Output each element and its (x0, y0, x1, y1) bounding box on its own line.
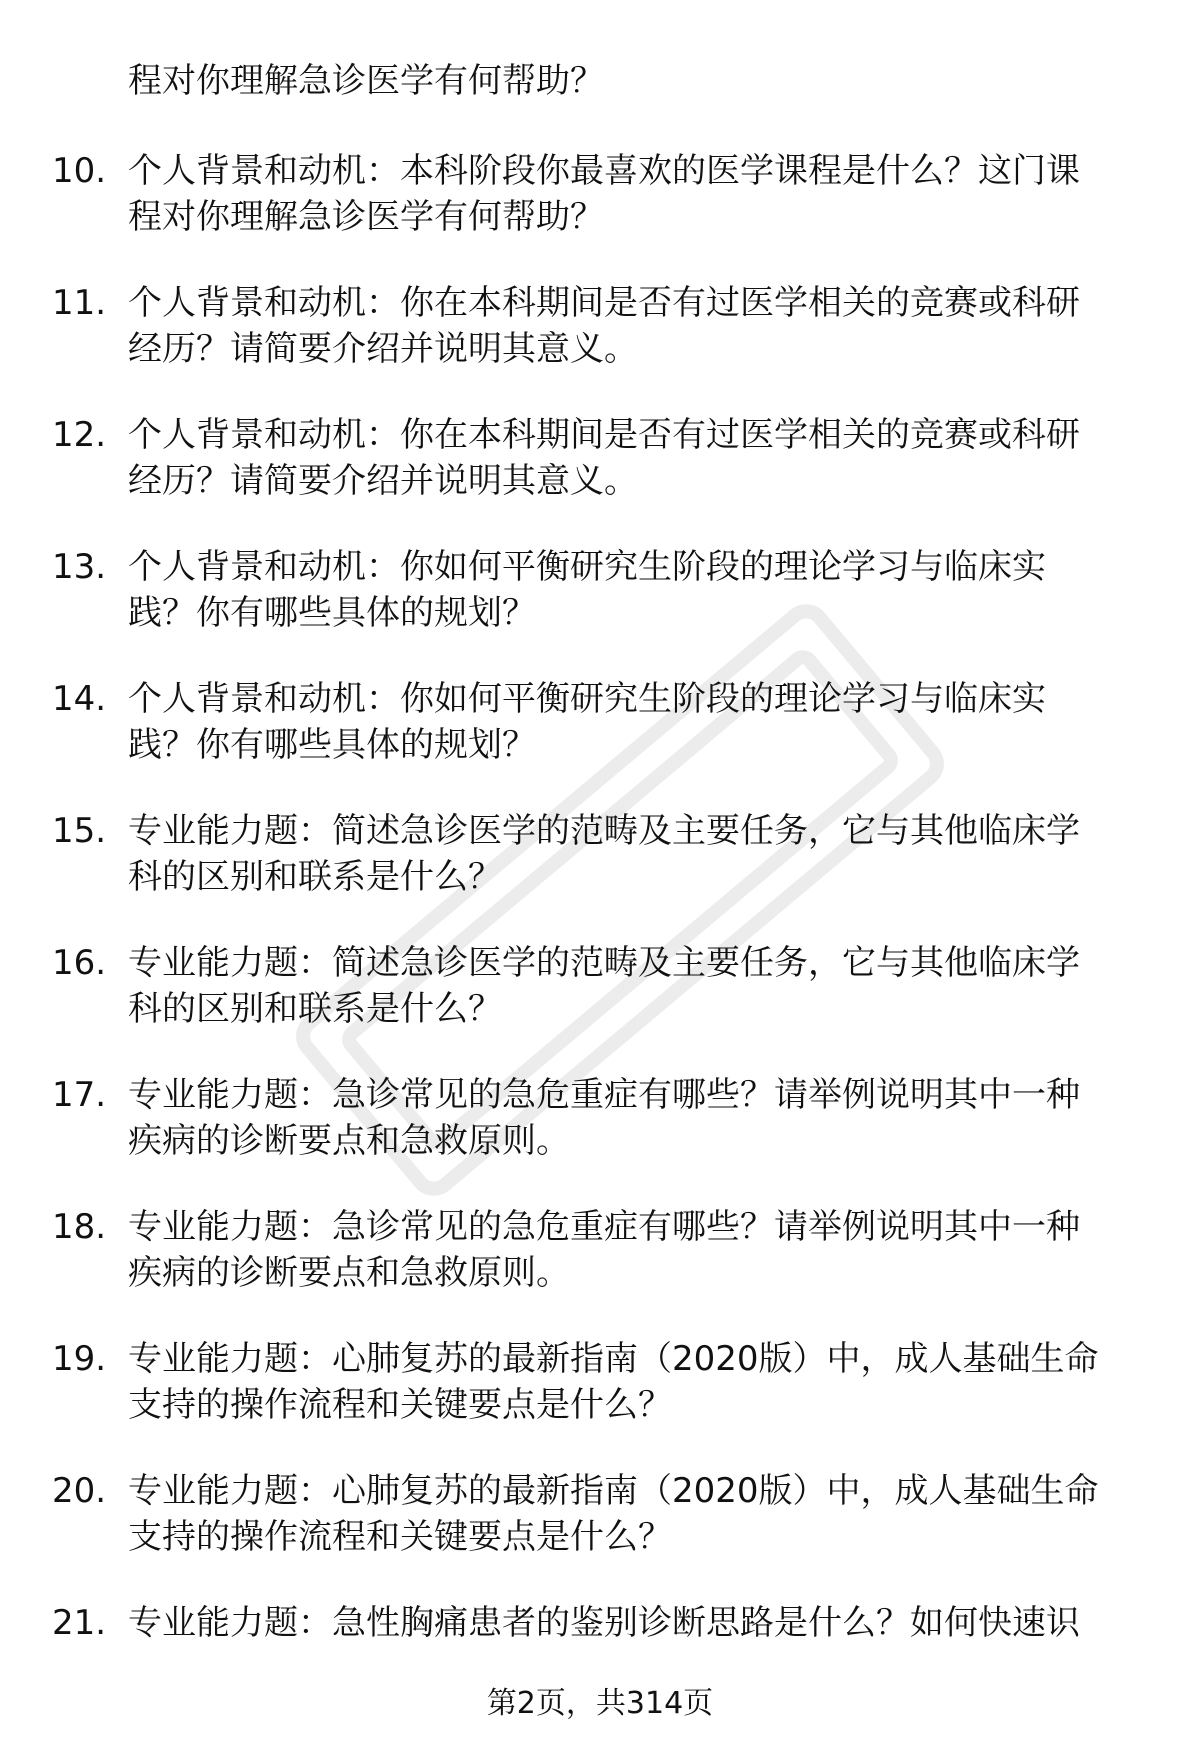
question-list (0, 148, 1200, 1732)
question-text-line-1: 专业能力题：急诊常见的急危重症有哪些？请举例说明其中一种 (128, 1075, 1080, 1115)
question-text-line-1: 专业能力题：心肺复苏的最新指南（2020版）中，成人基础生命 (128, 1471, 1099, 1511)
list-item (0, 1204, 1200, 1336)
question-number: 18. (52, 1207, 107, 1247)
list-item (0, 148, 1200, 280)
question-number: 10. (52, 151, 107, 191)
list-item (0, 544, 1200, 676)
question-text-line-2: 科的区别和联系是什么？ (128, 857, 502, 897)
question-text-line-2: 疾病的诊断要点和急救原则。 (128, 1253, 570, 1293)
question-number: 12. (52, 415, 107, 455)
question-text-line-1: 专业能力题：急诊常见的急危重症有哪些？请举例说明其中一种 (128, 1207, 1080, 1247)
list-item (0, 940, 1200, 1072)
question-text-line-1: 个人背景和动机：你在本科期间是否有过医学相关的竞赛或科研 (128, 415, 1080, 455)
question-text-line-2: 践？你有哪些具体的规划？ (128, 593, 536, 633)
question-text-line-1: 个人背景和动机：本科阶段你最喜欢的医学课程是什么？这门课 (128, 151, 1080, 191)
question-number: 17. (52, 1075, 107, 1115)
list-item (0, 1468, 1200, 1600)
question-text-line-1: 专业能力题：心肺复苏的最新指南（2020版）中，成人基础生命 (128, 1339, 1099, 1379)
question-text-line-1: 个人背景和动机：你如何平衡研究生阶段的理论学习与临床实 (128, 547, 1046, 587)
question-number: 16. (52, 943, 107, 983)
question-text-line-2: 程对你理解急诊医学有何帮助？ (128, 197, 604, 237)
question-text-line-2: 践？你有哪些具体的规划？ (128, 725, 536, 765)
list-item (0, 808, 1200, 940)
question-text-line-2: 科的区别和联系是什么？ (128, 989, 502, 1029)
question-number: 20. (52, 1471, 107, 1511)
list-item (0, 412, 1200, 544)
question-text-line-2: 支持的操作流程和关键要点是什么？ (128, 1517, 672, 1557)
page-footer: 第2页，共314页 (486, 1686, 714, 1721)
question-text-line-2: 疾病的诊断要点和急救原则。 (128, 1121, 570, 1161)
question-number: 15. (52, 811, 107, 851)
list-item (0, 280, 1200, 412)
question-text-line-1: 专业能力题：简述急诊医学的范畴及主要任务，它与其他临床学 (128, 943, 1080, 983)
question-number: 21. (52, 1603, 107, 1643)
question-text-line-1: 个人背景和动机：你在本科期间是否有过医学相关的竞赛或科研 (128, 283, 1080, 323)
question-number: 19. (52, 1339, 107, 1379)
question-text-line-1: 个人背景和动机：你如何平衡研究生阶段的理论学习与临床实 (128, 679, 1046, 719)
continuation-line: 程对你理解急诊医学有何帮助？ (128, 61, 604, 101)
list-item (0, 1336, 1200, 1468)
question-text-line-2: 经历？请简要介绍并说明其意义。 (128, 329, 638, 369)
list-item (0, 676, 1200, 808)
question-number: 13. (52, 547, 107, 587)
question-text-line-2: 支持的操作流程和关键要点是什么？ (128, 1385, 672, 1425)
question-text-line-2: 经历？请简要介绍并说明其意义。 (128, 461, 638, 501)
question-number: 11. (52, 283, 107, 323)
question-text-line-1: 专业能力题：简述急诊医学的范畴及主要任务，它与其他临床学 (128, 811, 1080, 851)
question-number: 14. (52, 679, 107, 719)
list-item (0, 1072, 1200, 1204)
question-text-line-1: 专业能力题：急性胸痛患者的鉴别诊断思路是什么？如何快速识 (128, 1603, 1080, 1643)
